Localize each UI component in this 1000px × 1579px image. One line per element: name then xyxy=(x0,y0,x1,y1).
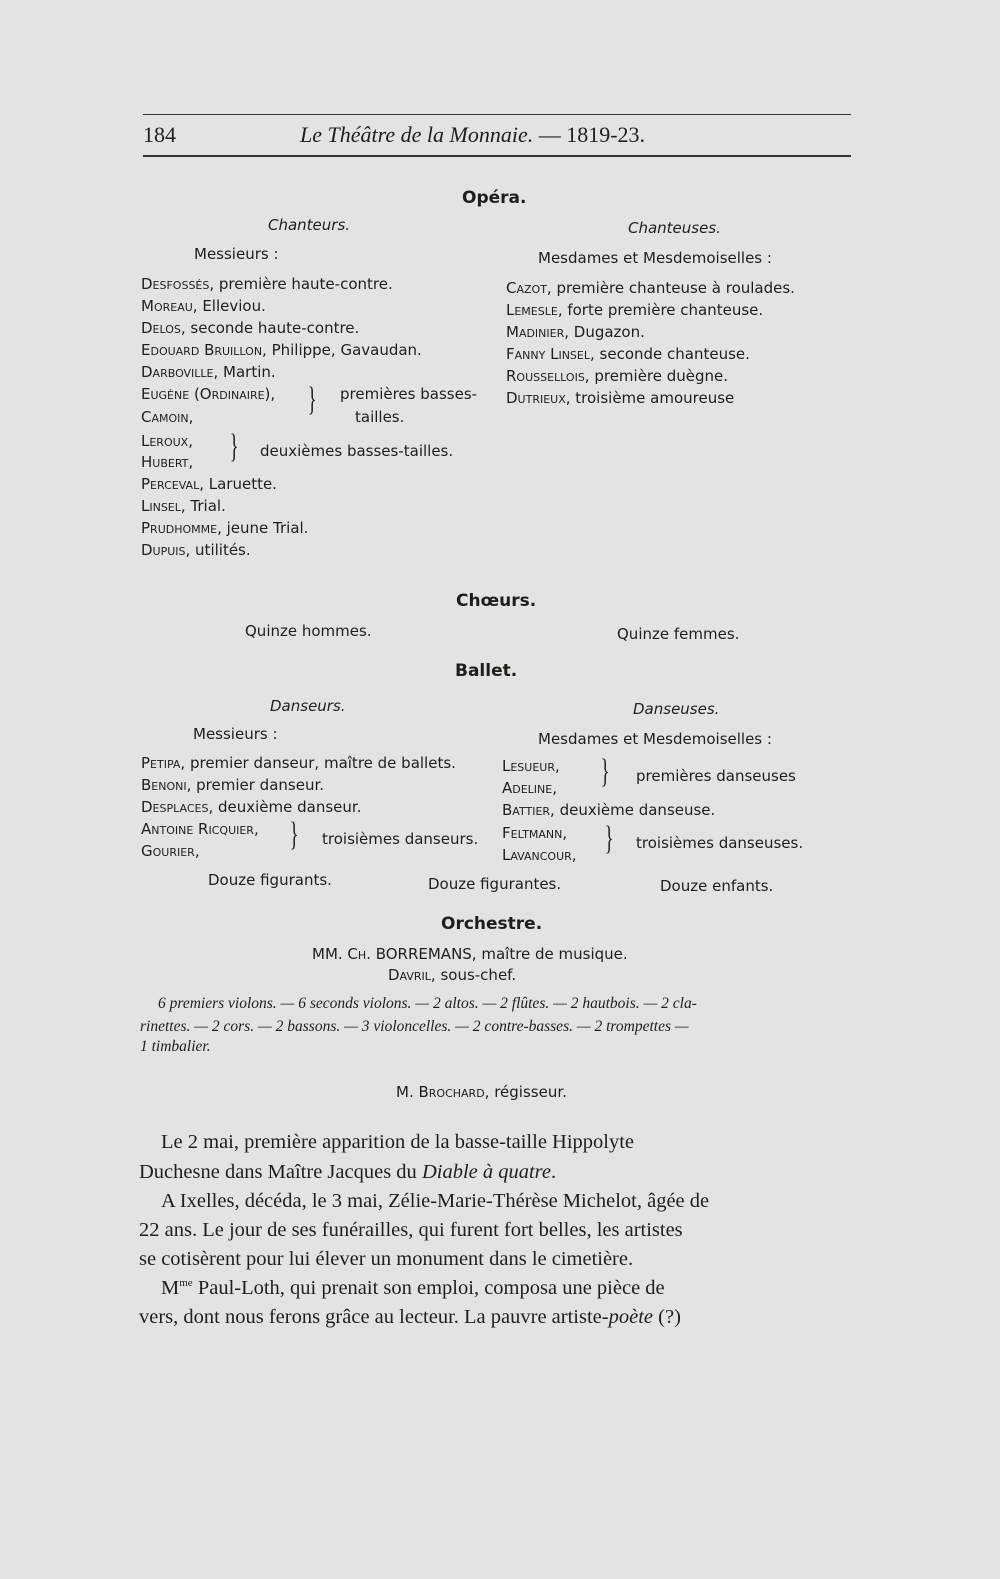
prose-text: . xyxy=(551,1161,557,1183)
header-bottom-rule xyxy=(143,155,851,157)
orchestre-sous-chef xyxy=(388,966,516,984)
chanteur-name: Darboville xyxy=(141,363,214,381)
danseur-line xyxy=(141,798,361,816)
chanteuse-line xyxy=(506,301,763,319)
danseur-line xyxy=(141,754,456,772)
prose-line: Le 2 mai, première apparition de la basse-taille Hippolyte xyxy=(161,1131,635,1153)
chanteur-role: , jeune Trial. xyxy=(217,519,309,537)
choeurs-men: Quinze hommes. xyxy=(245,622,372,640)
danseur-name: Gourier, xyxy=(141,842,200,860)
brace: } xyxy=(229,428,239,465)
prose-italic: Diable à quatre xyxy=(421,1161,551,1183)
chanteuse-name: Lemesle xyxy=(506,301,558,319)
orchestre-director xyxy=(312,945,628,963)
danseur-name: Benoni xyxy=(141,776,187,794)
danseuses-heading: Danseuses. xyxy=(633,700,720,718)
section-title-choeurs: Chœurs. xyxy=(456,591,537,611)
chanteuses-intro: Mesdames et Mesdemoiselles : xyxy=(538,249,772,267)
regisseur-line xyxy=(396,1083,567,1101)
chanteur-name: Edouard Bruillon xyxy=(141,341,263,359)
chanteur-name: Eugène (Ordinaire), xyxy=(141,385,276,403)
ballet-enfants: Douze enfants. xyxy=(660,877,774,895)
chanteur-name: Prudhomme xyxy=(141,519,218,537)
danseuse-name: Lavancour, xyxy=(502,846,577,864)
chanteur-role: , Martin. xyxy=(213,363,276,381)
prose-italic: poète xyxy=(608,1306,654,1328)
chanteur-role: , première haute-contre. xyxy=(209,275,393,293)
chanteur-role: , Laruette. xyxy=(199,475,277,493)
group-role: troisièmes danseuses. xyxy=(636,834,804,852)
danseuse-role: , deuxième danseuse. xyxy=(550,801,716,819)
chanteuse-name: Dutrieux xyxy=(506,389,566,407)
danseuse-name: Lesueur, xyxy=(502,757,560,775)
chanteur-role: , utilités. xyxy=(185,541,251,559)
chanteur-line xyxy=(141,275,393,293)
chanteur-line xyxy=(141,363,276,381)
chanteur-role: , Trial. xyxy=(180,497,226,515)
danseur-role: , premier danseur, maître de ballets. xyxy=(180,754,456,772)
prose-line xyxy=(161,1277,665,1300)
header-top-rule xyxy=(143,114,851,115)
chanteur-line xyxy=(141,541,251,559)
chanteur-name: Dupuis xyxy=(141,541,186,559)
danseurs-intro: Messieurs : xyxy=(193,725,278,743)
chanteur-name: Delos xyxy=(141,319,181,337)
danseuse-line xyxy=(502,801,715,819)
chanteur-role: , seconde haute-contre. xyxy=(180,319,360,337)
danseur-name: Antoine Ricquier, xyxy=(141,820,259,838)
chanteuse-line xyxy=(506,279,795,297)
chanteur-name: Camoin, xyxy=(141,408,194,426)
instruments-line: 6 premiers violons. — 6 seconds violons. — 2 altos. — 2 flûtes. — 2 hautbois. — 2 cla- xyxy=(158,995,697,1012)
chanteur-line xyxy=(141,319,359,337)
brace: } xyxy=(604,820,614,857)
section-title-opera: Opéra. xyxy=(462,188,527,208)
chanteuse-name: Fanny Linsel xyxy=(506,345,590,363)
section-title-ballet: Ballet. xyxy=(455,661,518,681)
group-role: troisièmes danseurs. xyxy=(322,830,479,848)
danseur-role: , deuxième danseur. xyxy=(208,798,362,816)
danseur-line xyxy=(141,776,324,794)
group-role: deuxièmes basses-tailles. xyxy=(260,442,454,460)
chanteuse-role: , première duègne. xyxy=(584,367,729,385)
chanteuse-role: , forte première chanteuse. xyxy=(557,301,764,319)
running-title-dash: — xyxy=(538,122,561,147)
instruments-line: 1 timbalier. xyxy=(140,1038,211,1055)
prose-text: M xyxy=(161,1277,180,1299)
director-role: BORREMANS, maître de musique. xyxy=(370,945,628,963)
instruments-line: rinettes. — 2 cors. — 2 bassons. — 3 violoncelles. — 2 contre-basses. — 2 trompettes — xyxy=(140,1018,689,1035)
regisseur-prefix: M. xyxy=(396,1083,419,1101)
group-role: premières danseuses xyxy=(636,767,796,785)
chanteuses-heading: Chanteuses. xyxy=(628,219,721,237)
brace: } xyxy=(307,381,317,418)
chanteur-role: , Elleviou. xyxy=(192,297,266,315)
chanteur-line xyxy=(141,519,308,537)
chanteur-name: Desfossés xyxy=(141,275,210,293)
chanteuse-role: , troisième amoureuse xyxy=(565,389,735,407)
prose-line: 22 ans. Le jour de ses funérailles, qui furent fort belles, les artistes xyxy=(139,1219,683,1241)
chanteur-line xyxy=(141,497,226,515)
danseuse-name: Adeline, xyxy=(502,779,558,797)
prose-text: Paul-Loth, qui prenait son emploi, composa une pièce de xyxy=(192,1277,665,1299)
chanteur-line xyxy=(141,341,422,359)
sous-chef-name: Davril xyxy=(388,966,431,984)
chanteuse-role: , seconde chanteuse. xyxy=(590,345,750,363)
prose-line xyxy=(139,1306,681,1329)
prose-text: (?) xyxy=(653,1306,681,1328)
danseuses-intro: Mesdames et Mesdemoiselles : xyxy=(538,730,772,748)
chanteur-name: Moreau xyxy=(141,297,193,315)
page-number: 184 xyxy=(143,122,176,147)
danseurs-heading: Danseurs. xyxy=(270,697,346,715)
chanteuse-line xyxy=(506,367,728,385)
chanteuse-name: Cazot xyxy=(506,279,547,297)
prose-line xyxy=(139,1161,556,1184)
chanteurs-intro: Messieurs : xyxy=(194,245,279,263)
director-name: Ch. xyxy=(347,945,371,963)
chanteuse-line xyxy=(506,345,750,363)
regisseur-name: Brochard xyxy=(418,1083,485,1101)
brace: } xyxy=(289,816,299,853)
danseur-name: Desplaces xyxy=(141,798,209,816)
chanteur-line xyxy=(141,297,266,315)
chanteur-role: , Philippe, Gavaudan. xyxy=(262,341,422,359)
chanteuse-line xyxy=(506,389,734,407)
ballet-figurants: Douze figurants. xyxy=(208,871,332,889)
chanteurs-heading: Chanteurs. xyxy=(268,216,351,234)
director-prefix: MM. xyxy=(312,945,348,963)
chanteuse-name: Madinier xyxy=(506,323,565,341)
danseur-role: , premier danseur. xyxy=(186,776,325,794)
ballet-figurantes: Douze figurantes. xyxy=(428,875,562,893)
chanteur-name: Linsel xyxy=(141,497,181,515)
chanteuse-line xyxy=(506,323,645,341)
danseuse-name: Battier xyxy=(502,801,551,819)
brace: } xyxy=(600,753,610,790)
sous-chef-role: , sous-chef. xyxy=(430,966,517,984)
chanteur-line xyxy=(141,475,277,493)
running-title xyxy=(300,122,645,148)
regisseur-role: , régisseur. xyxy=(484,1083,567,1101)
group-role: premières basses- xyxy=(340,385,478,403)
chanteur-name: Hubert, xyxy=(141,453,194,471)
prose-line: se cotisèrent pour lui élever un monument dans le cimetière. xyxy=(139,1248,634,1270)
prose-superscript: me xyxy=(179,1277,193,1290)
prose-line: A Ixelles, décéda, le 3 mai, Zélie-Marie-Thérèse Michelot, âgée de xyxy=(161,1190,710,1212)
group-role: tailles. xyxy=(355,408,405,426)
chanteur-name: Leroux, xyxy=(141,432,193,450)
chanteuse-role: , Dugazon. xyxy=(564,323,645,341)
chanteur-name: Perceval xyxy=(141,475,200,493)
danseur-name: Petipa xyxy=(141,754,181,772)
chanteuse-role: , première chanteuse à roulades. xyxy=(546,279,795,297)
section-title-orchestre: Orchestre. xyxy=(441,914,543,934)
choeurs-women: Quinze femmes. xyxy=(617,625,740,643)
danseuse-name: Feltmann, xyxy=(502,824,568,842)
prose-text: Duchesne dans Maître Jacques du xyxy=(139,1161,422,1183)
running-title-years: 1819-23. xyxy=(566,122,646,147)
chanteuse-name: Roussellois xyxy=(506,367,585,385)
running-title-text: Le Théâtre de la Monnaie. xyxy=(300,122,534,147)
prose-text: vers, dont nous ferons grâce au lecteur. La pauvre artiste- xyxy=(139,1306,609,1328)
